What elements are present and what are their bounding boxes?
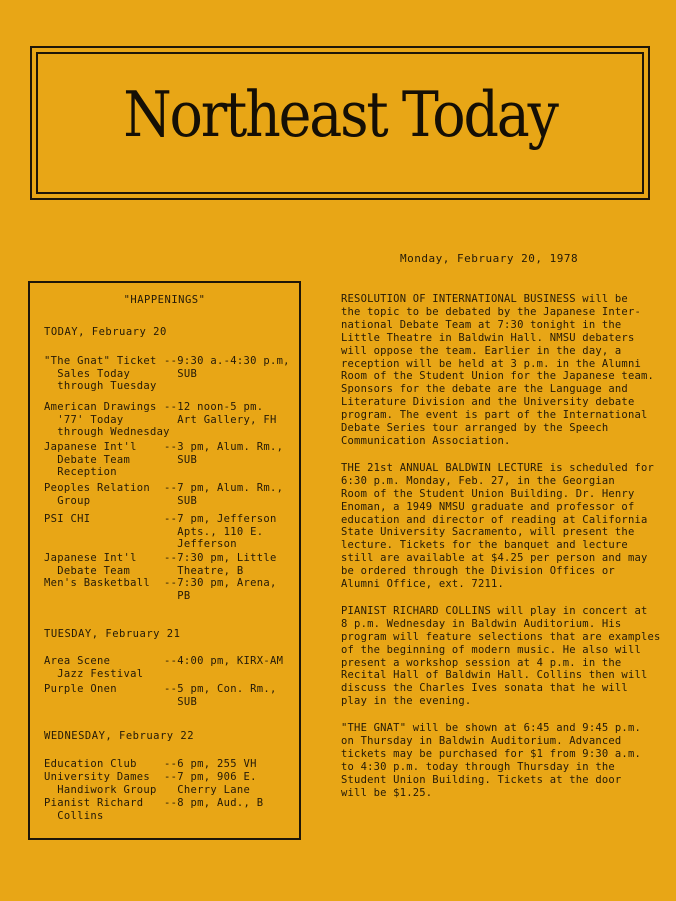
day-header-today: TODAY, February 20 xyxy=(44,326,167,338)
dateline: Monday, February 20, 1978 xyxy=(400,252,579,265)
event-detail: --9:30 a.-4:30 p.m, SUB xyxy=(164,355,290,380)
event-detail: --7 pm, 906 E. Cherry Lane xyxy=(164,771,257,796)
event-item xyxy=(44,797,300,823)
event-name: Men's Basketball xyxy=(44,577,150,589)
event-item xyxy=(44,355,300,393)
event-item xyxy=(44,577,300,603)
event-detail: --5 pm, Con. Rm., SUB xyxy=(164,683,277,708)
event-name: PSI CHI xyxy=(44,513,91,525)
event-name: American Drawings '77' Today through Wednesday xyxy=(44,401,170,438)
event-name: Purple Onen xyxy=(44,683,117,695)
masthead-title: Northeast Today xyxy=(123,78,557,151)
event-detail: --12 noon-5 pm. Art Gallery, FH xyxy=(164,401,277,426)
event-item xyxy=(44,513,300,551)
article-debate: RESOLUTION OF INTERNATIONAL BUSINESS will be the topic to be debated by the Japanese Inter- national Debate Team at 7:30 tonight in the Little Theatre in Baldwin Hall. NMSU debaters will oppose the team. Earlier in the day, a reception will be held at 3 p.m. in the Alumni Room of the Student Union for the Japanese team. Sponsors for the debate are the Language and Literature Division and the University debate program. The event is part of the International Debate Series tour arranged by the Speech Communication Association. xyxy=(341,293,655,447)
event-item xyxy=(44,655,300,681)
event-name: Education Club xyxy=(44,758,137,770)
event-name: University Dames Handiwork Group xyxy=(44,771,157,796)
article-the-gnat: "THE GNAT" will be shown at 6:45 and 9:45 p.m. on Thursday in Baldwin Auditorium. Advanced tickets may be purchased for $1 from 9:30 a.m. to 4:30 p.m. today through Thursday in the Student Union Building. Tickets at the door will be $1.25. xyxy=(341,722,641,799)
event-name: "The Gnat" Ticket Sales Today through Tuesday xyxy=(44,355,157,392)
event-detail: --7 pm, Jefferson Apts., 110 E. Jefferson xyxy=(164,513,277,550)
event-item xyxy=(44,441,300,479)
event-name: Japanese Int'l Debate Team xyxy=(44,552,137,577)
event-detail: --3 pm, Alum. Rm., SUB xyxy=(164,441,284,466)
event-detail: --4:00 pm, KIRX-AM xyxy=(164,655,284,667)
article-baldwin-lecture: THE 21st ANNUAL BALDWIN LECTURE is scheduled for 6:30 p.m. Monday, Feb. 27, in the Georgian Room of the Student Union Building. Dr. Henry Enoman, a 1949 NMSU graduate and professor of education and director of reading at California State University Sacramento, will present the lecture. Tickets for the banquet and lecture still are available at $4.25 per person and may be ordered through the Division Offices or Alumni Office, ext. 7211. xyxy=(341,461,655,591)
event-name: Pianist Richard Collins xyxy=(44,797,144,822)
event-item xyxy=(44,401,300,439)
happenings-title: "HAPPENINGS" xyxy=(123,294,206,306)
event-detail: --6 pm, 255 VH xyxy=(164,758,257,770)
event-detail: --7 pm, Alum. Rm., SUB xyxy=(164,482,284,507)
event-item xyxy=(44,771,300,797)
event-name: Area Scene Jazz Festival xyxy=(44,655,144,680)
event-name: Peoples Relation Group xyxy=(44,482,150,507)
news-column xyxy=(341,293,661,814)
event-detail: --7:30 pm, Little Theatre, B xyxy=(164,552,277,577)
event-name: Japanese Int'l Debate Team Reception xyxy=(44,441,137,478)
event-item xyxy=(44,683,300,709)
event-detail: --7:30 pm, Arena, PB xyxy=(164,577,277,602)
day-header-wednesday: WEDNESDAY, February 22 xyxy=(44,730,195,742)
event-item xyxy=(44,552,300,578)
event-item xyxy=(44,758,300,772)
article-pianist-concert: PIANIST RICHARD COLLINS will play in concert at 8 p.m. Wednesday in Baldwin Auditorium. His program will feature selections that are examples of the beginning of modern music. He also will present a workshop session at 4 p.m. in the Recital Hall of Baldwin Hall. Collins then will discuss the Charles Ives sonata that he will play in the evening. xyxy=(341,604,661,708)
event-item xyxy=(44,482,300,508)
event-detail: --8 pm, Aud., B xyxy=(164,797,264,809)
happenings-box xyxy=(28,281,301,840)
day-header-tuesday: TUESDAY, February 21 xyxy=(44,628,181,640)
masthead xyxy=(30,46,650,200)
